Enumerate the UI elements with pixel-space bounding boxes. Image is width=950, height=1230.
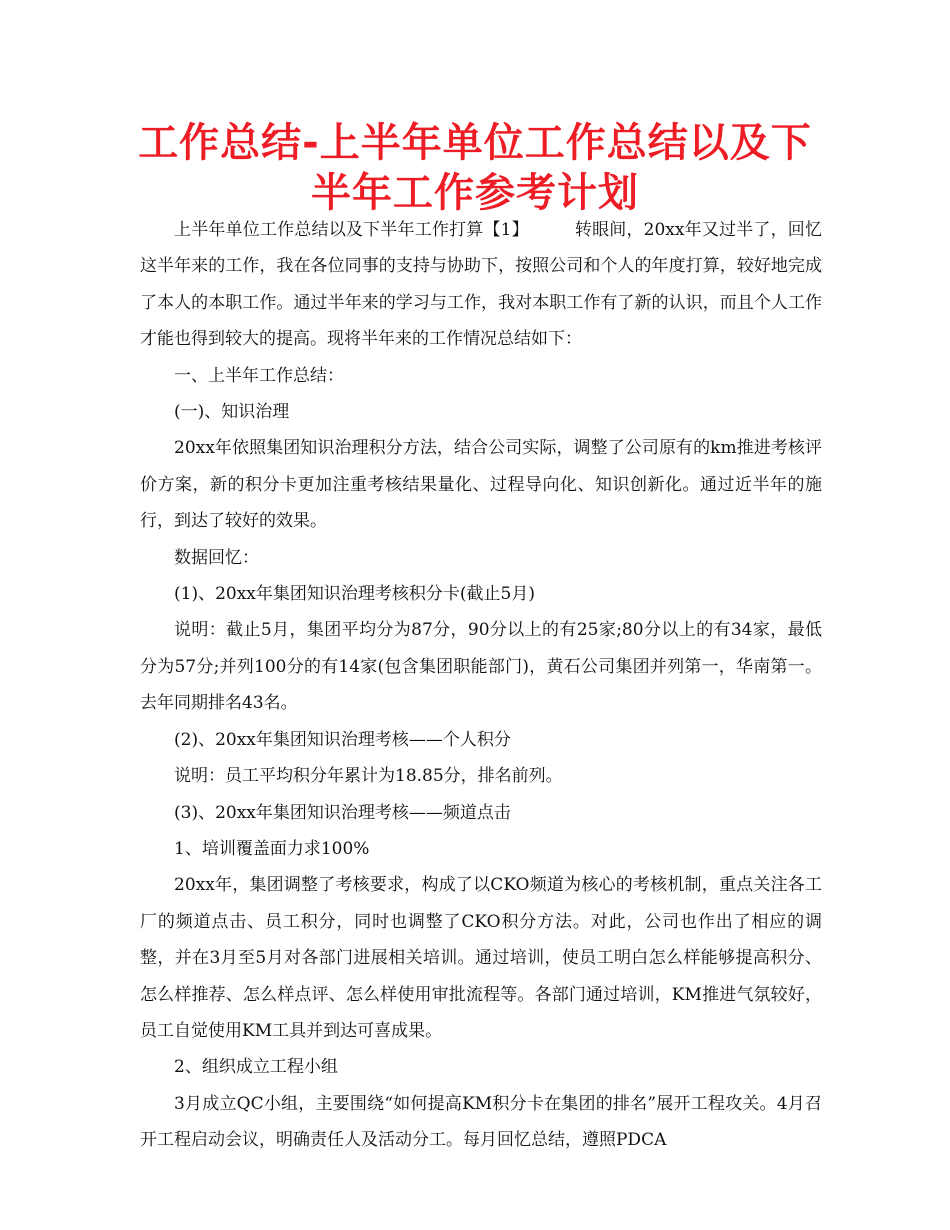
- document-body: [140, 212, 822, 1159]
- subsection-heading: (一)、知识治理: [174, 402, 290, 423]
- numbered-heading: 2、组织成立工程小组: [174, 1057, 338, 1078]
- intro-label: 上半年单位工作总结以及下半年工作打算【1】: [174, 220, 529, 240]
- numbered-heading: 1、培训覆盖面力求100%: [174, 838, 370, 859]
- intro-text: 转眼间，20xx年又过半了，回忆这半年来的工作，我在各位同事的支持与协助下，按照公司和个人的年度打算，较好地完成了本人的本职工作。通过半年来的学习与工作，我对本职工作有了新的认识，而且个人工作才能也得到较大的提高。现将半年来的工作情况总结如下：: [140, 220, 822, 350]
- list-item: (3)、20xx年集团知识治理考核——频道点击: [174, 802, 511, 823]
- body-paragraph: 3月成立QC小组，主要围绕“如何提高KM积分卡在集团的排名”展开工程攻关。4月召开工程启动会议，明确责任人及活动分工。每月回忆总结，遵照PDCA: [140, 1093, 822, 1151]
- document-title: 工作总结-上半年单位工作总结以及下半年工作参考计划: [138, 120, 812, 216]
- body-paragraph: 20xx年，集团调整了考核要求，构成了以CKO频道为核心的考核机制，重点关注各工厂的频道点击、员工积分，同时也调整了CKO积分方法。对此，公司也作出了相应的调整，并在3月至5月对各部门进展相关培训。通过培训，使员工明白怎么样能够提高积分、怎么样推荐、怎么样点评、怎么样使用审批流程等。各部门通过培训，KM推进气氛较好，员工自觉使用KM工具并到达可喜成果。: [140, 875, 822, 1041]
- list-item: (2)、20xx年集团知识治理考核——个人积分: [174, 729, 511, 750]
- intro-paragraph: [140, 212, 822, 358]
- body-paragraph: 说明：员工平均积分年累计为18.85分，排名前列。: [174, 766, 563, 787]
- section-heading: 一、上半年工作总结：: [174, 365, 344, 386]
- body-paragraph: 说明：截止5月，集团平均分为87分，90分以上的有25家;80分以上的有34家，最低分为57分;并列100分的有14家(包含集团职能部门)，黄石公司集团并列第一，华南第一。去年同期排名43名。: [140, 620, 822, 714]
- data-review-heading: 数据回忆：: [174, 547, 259, 568]
- body-paragraph: 20xx年依照集团知识治理积分方法，结合公司实际，调整了公司原有的km推进考核评价方案，新的积分卡更加注重考核结果量化、过程导向化、知识创新化。通过近半年的施行，到达了较好的效果。: [140, 438, 822, 532]
- list-item: (1)、20xx年集团知识治理考核积分卡(截止5月): [174, 584, 535, 605]
